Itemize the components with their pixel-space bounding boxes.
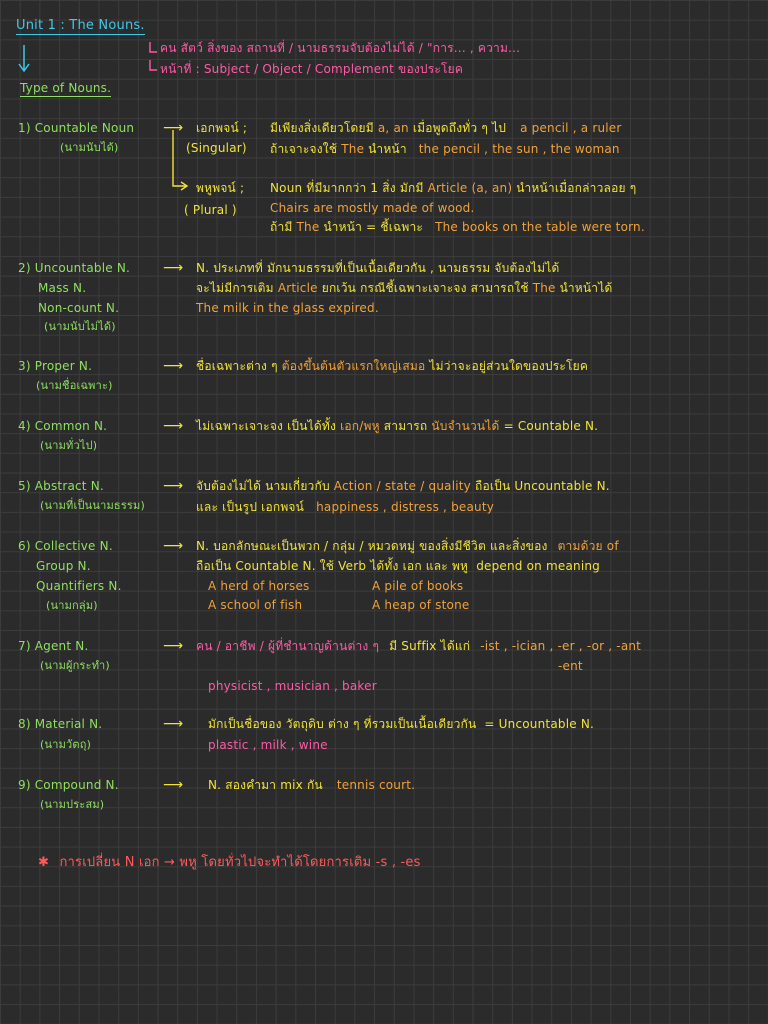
- abstract-thai: (นามที่เป็นนามธรรม): [40, 499, 145, 512]
- plural-text-2: Chairs are mostly made of wood.: [270, 201, 475, 215]
- common-thai: (นามทั่วไป): [40, 439, 98, 452]
- countable-title: 1) Countable Noun: [18, 121, 135, 135]
- bracket-line-2: [150, 60, 157, 70]
- right-arrow-icon: ⟶: [163, 538, 184, 554]
- right-arrow-icon: ⟶: [163, 120, 184, 136]
- collective-line-1: N. บอกลักษณะเป็นพวก / กลุ่ม / หมวดหมู่ ของสิ่งมีชีวิต และสิ่งของ ตามด้วย of: [196, 539, 619, 553]
- material-line-1: มักเป็นชื่อของ วัตถุดิบ ต่าง ๆ ที่รวมเป็นเนื้อเดียวกัน = Uncountable N.: [208, 717, 595, 731]
- material-thai: (นามวัตถุ): [40, 738, 92, 751]
- right-arrow-icon: ⟶: [163, 418, 184, 434]
- agent-line-1: คน / อาชีพ / ผู้ที่ชำนาญด้านต่าง ๆ มี Suffix ได้แก่ -ist , -ician , -er , -or , -ant: [196, 639, 642, 653]
- countable-branch-line: [173, 130, 186, 186]
- collective-example-1: A herd of horses: [208, 579, 310, 593]
- right-arrow-icon: ⟶: [163, 638, 184, 654]
- agent-line-2: physicist , musician , baker: [208, 679, 377, 693]
- plural-paren: ( Plural ): [184, 203, 237, 217]
- plural-text-3: ถ้ามี The นำหน้า = ชี้เฉพาะ The books on the table were torn.: [270, 220, 645, 234]
- bracket-line-1: [150, 42, 157, 52]
- uncountable-line-2: จะไม่มีการเติม Article ยกเว้น กรณีชี้เฉพาะเจาะจง สามารถใช้ The นำหน้าได้: [196, 281, 613, 295]
- collective-alt-2: Quantifiers N.: [36, 579, 122, 593]
- collective-line-2: ถือเป็น Countable N. ใช้ Verb ได้ทั้ง เอก และ พหู depend on meaning: [196, 559, 600, 573]
- compound-thai: (นามประสม): [40, 798, 105, 811]
- star-icon: ✱: [38, 855, 50, 870]
- abstract-title: 5) Abstract N.: [18, 479, 104, 493]
- collective-title: 6) Collective N.: [18, 539, 113, 553]
- common-title: 4) Common N.: [18, 419, 108, 433]
- collective-example-3: A school of fish: [208, 598, 303, 612]
- proper-title: 3) Proper N.: [18, 359, 93, 373]
- uncountable-alt-1: Mass N.: [38, 281, 87, 295]
- uncountable-thai: (นามนับไม่ได้): [44, 320, 116, 333]
- header-line-2: หน้าที่ : Subject / Object / Complement ของประโยค: [160, 62, 464, 76]
- collective-alt-1: Group N.: [36, 559, 91, 573]
- plural-text-1: Noun ที่มีมากกว่า 1 สิ่ง มักมี Article (a, an) นำหน้าเมื่อกล่าวลอย ๆ: [270, 181, 637, 195]
- collective-example-4: A heap of stone: [372, 598, 470, 612]
- footnote: ✱ การเปลี่ยน N เอก → พหู โดยทั่วไปจะทำได้โดยการเติม -s , -es: [38, 855, 421, 870]
- uncountable-line-1: N. ประเภทที่ มักนามธรรมที่เป็นเนื้อเดียวกัน , นามธรรม จับต้องไม่ได้: [196, 261, 560, 275]
- right-arrow-icon: ⟶: [163, 777, 184, 793]
- abstract-line-2: และ เป็นรูป เอกพจน์ happiness , distress , beauty: [196, 500, 495, 514]
- singular-paren: (Singular): [186, 141, 247, 155]
- material-title: 8) Material N.: [18, 717, 103, 731]
- abstract-line-1: จับต้องไม่ได้ นามเกี่ยวกับ Action / state / quality ถือเป็น Uncountable N.: [196, 479, 610, 493]
- right-arrow-icon: ⟶: [163, 260, 184, 276]
- plural-label: พหูพจน์ ;: [196, 181, 245, 195]
- uncountable-line-3: The milk in the glass expired.: [196, 301, 379, 315]
- right-arrow-icon: ⟶: [163, 478, 184, 494]
- types-heading: Type of Nouns.: [20, 81, 112, 95]
- proper-thai: (นามชื่อเฉพาะ): [36, 379, 113, 392]
- common-line-1: ไม่เฉพาะเจาะจง เป็นได้ทั้ง เอก/พหู สามารถ นับจำนวนได้ = Countable N.: [196, 419, 599, 433]
- countable-thai: (นามนับได้): [60, 141, 119, 154]
- uncountable-title: 2) Uncountable N.: [18, 261, 131, 275]
- header-line-1: คน สัตว์ สิ่งของ สถานที่ / นามธรรมจับต้องไม่ได้ / "การ... , ความ...: [160, 41, 521, 55]
- agent-title: 7) Agent N.: [18, 639, 89, 653]
- compound-line-1: N. สองคำมา mix กัน tennis court.: [208, 778, 416, 792]
- right-arrow-icon: ⟶: [163, 358, 184, 374]
- material-line-2: plastic , milk , wine: [208, 738, 328, 752]
- proper-line-1: ชื่อเฉพาะต่าง ๆ ต้องขึ้นต้นตัวแรกใหญ่เสมอ ไม่ว่าจะอยู่ส่วนใดของประโยค: [196, 359, 589, 373]
- compound-title: 9) Compound N.: [18, 778, 119, 792]
- uncountable-alt-2: Non-count N.: [38, 301, 120, 315]
- page-title: Unit 1 : The Nouns.: [16, 18, 145, 33]
- agent-suffix-2: -ent: [558, 659, 583, 673]
- agent-thai: (นามผู้กระทำ): [40, 659, 110, 672]
- collective-example-2: A pile of books: [372, 579, 464, 593]
- singular-text-1: มีเพียงสิ่งเดียวโดยมี a, an เมื่อพูดถึงทั่ว ๆ ไป a pencil , a ruler: [270, 121, 622, 135]
- right-arrow-icon: ⟶: [163, 716, 184, 732]
- singular-label: เอกพจน์ ;: [196, 121, 248, 135]
- collective-thai: (นามกลุ่ม): [46, 599, 98, 612]
- singular-text-2: ถ้าเจาะจงใช้ The นำหน้า the pencil , the sun , the woman: [270, 142, 620, 156]
